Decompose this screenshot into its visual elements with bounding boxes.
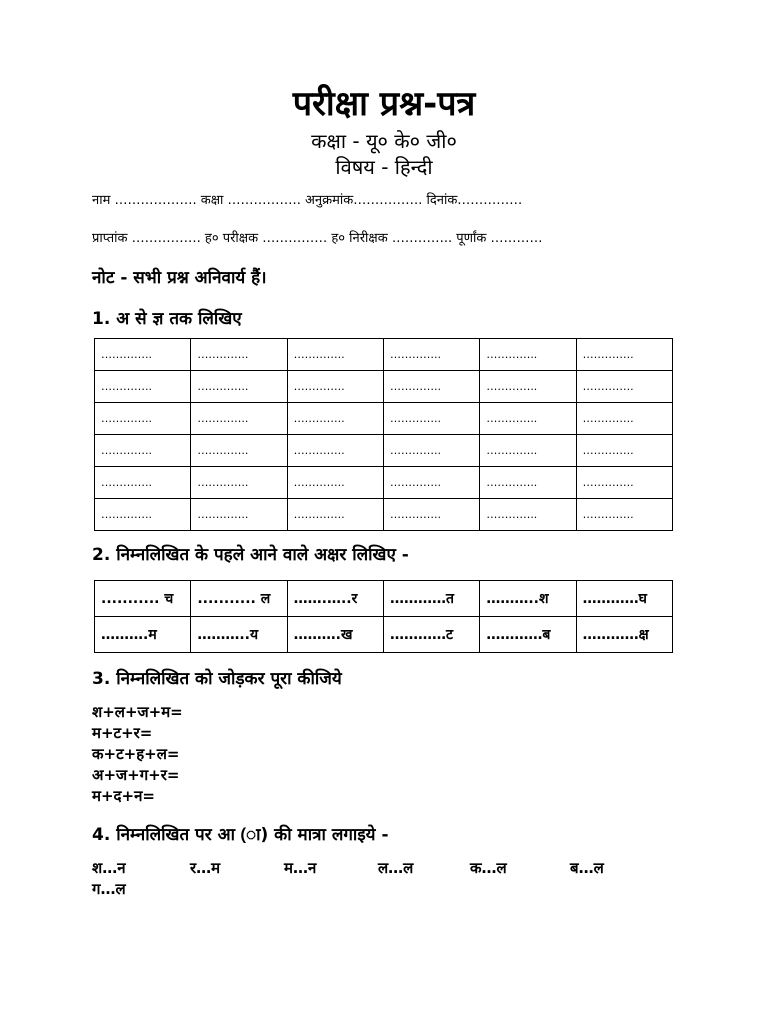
table-cell: ………….. <box>576 403 672 435</box>
question-2-heading: 2. निम्नलिखित के पहले आने वाले अक्षर लिखिए - <box>92 545 409 565</box>
matra-item: ल…ल <box>378 859 414 877</box>
equation-item: म+ट+र= <box>92 724 153 742</box>
table-cell: ………….. <box>480 435 576 467</box>
table-cell: ………….. <box>480 339 576 371</box>
table-cell: ………….. <box>95 371 191 403</box>
matra-item: र…म <box>190 859 221 877</box>
table-cell: ……….ख <box>287 617 383 653</box>
table-row <box>95 339 673 371</box>
table-cell: ………….. <box>95 339 191 371</box>
equation-item: अ+ज+ग+र= <box>92 766 180 784</box>
table-cell: ………….. <box>480 403 576 435</box>
table-cell: …….…..र <box>287 581 383 617</box>
table-cell: ………….. <box>480 371 576 403</box>
table-cell: ………….. <box>191 499 287 531</box>
table-cell: ………….. <box>191 339 287 371</box>
info-line-marks: प्राप्तांक ……………. ह० परीक्षक …………… ह० निरीक्षक ………….. पूर्णांक ………… <box>92 231 543 246</box>
table-cell: ………….. <box>95 435 191 467</box>
table-cell: ………….. <box>287 403 383 435</box>
page-title: परीक्षा प्रश्न-पत्र <box>292 84 476 124</box>
question-1-table <box>94 338 673 531</box>
table-row <box>95 499 673 531</box>
note: नोट - सभी प्रश्न अनिवार्य हैं। <box>92 268 267 288</box>
table-row <box>95 617 673 653</box>
table-cell: …………घ <box>576 581 672 617</box>
table-cell: ………….. <box>576 499 672 531</box>
table-cell: ………….. <box>287 467 383 499</box>
matra-item: क…ल <box>470 859 507 877</box>
table-cell: ………….. <box>576 435 672 467</box>
table-cell: ………….. <box>191 371 287 403</box>
table-cell: ………….. <box>287 499 383 531</box>
table-cell: ………….. <box>383 339 479 371</box>
table-cell: ………….. <box>480 467 576 499</box>
matra-item: ब…ल <box>570 859 604 877</box>
table-cell: …………क्ष <box>576 617 672 653</box>
table-cell: ........... च <box>95 581 191 617</box>
matra-item: म…न <box>284 859 317 877</box>
question-4-heading: 4. निम्नलिखित पर आ (ा) की मात्रा लगाइये - <box>92 825 389 845</box>
table-cell: ………….. <box>383 499 479 531</box>
table-cell: ………….. <box>383 467 479 499</box>
matra-item: ग…ल <box>92 880 126 898</box>
table-cell: ………….. <box>383 371 479 403</box>
question-2-table <box>94 580 673 653</box>
table-cell: ………….. <box>576 371 672 403</box>
class-line: कक्षा - यू० के० जी० <box>311 129 457 153</box>
table-row <box>95 371 673 403</box>
table-cell: ………….. <box>191 435 287 467</box>
equation-item: म+द+न= <box>92 787 155 805</box>
table-cell: ………….. <box>95 403 191 435</box>
table-cell: …………त <box>383 581 479 617</box>
table-cell: ………….. <box>383 435 479 467</box>
table-cell: ………..य <box>191 617 287 653</box>
question-1-heading: 1. अ से ज्ञ तक लिखिए <box>92 309 242 329</box>
table-cell: …………ट <box>383 617 479 653</box>
table-row <box>95 435 673 467</box>
table-cell: ……….म <box>95 617 191 653</box>
table-cell: ………….. <box>576 467 672 499</box>
table-cell: …………ब <box>480 617 576 653</box>
question-3-heading: 3. निम्नलिखित को जोड़कर पूरा कीजिये <box>92 669 342 689</box>
table-cell: ........... ल <box>191 581 287 617</box>
table-row <box>95 467 673 499</box>
table-cell: ………….. <box>480 499 576 531</box>
table-cell: ………….. <box>383 403 479 435</box>
info-line-name-class: नाम ………………. कक्षा …………….. अनुक्रमांक……………. दिनांक…………… <box>92 193 523 208</box>
table-cell: ………….. <box>95 499 191 531</box>
table-cell: ………..श <box>480 581 576 617</box>
matra-item: श…न <box>92 859 126 877</box>
subject-line: विषय - हिन्दी <box>335 155 433 179</box>
table-cell: ………….. <box>191 467 287 499</box>
table-row <box>95 581 673 617</box>
table-cell: ………….. <box>287 435 383 467</box>
table-cell: ………….. <box>576 339 672 371</box>
table-cell: ………….. <box>287 339 383 371</box>
table-cell: ………….. <box>287 371 383 403</box>
table-cell: ………….. <box>95 467 191 499</box>
table-cell: ………….. <box>191 403 287 435</box>
equation-item: क+ट+ह+ल= <box>92 745 180 763</box>
equation-item: श+ल+ज+म= <box>92 703 183 721</box>
table-row <box>95 403 673 435</box>
question-3-list <box>92 702 183 807</box>
